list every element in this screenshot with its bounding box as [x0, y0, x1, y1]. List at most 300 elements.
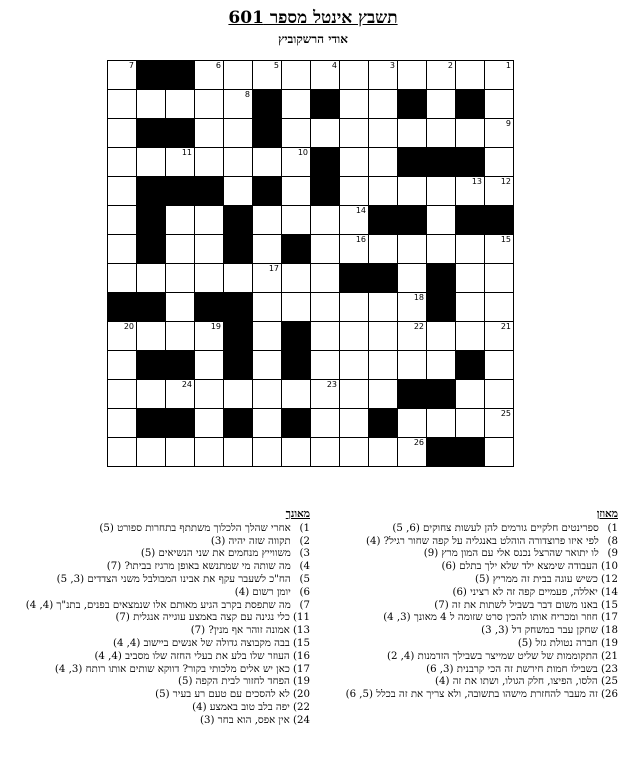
grid-cell[interactable] [195, 90, 224, 119]
grid-cell[interactable] [398, 438, 427, 467]
black-cell [282, 409, 311, 438]
grid-cell[interactable] [282, 148, 311, 177]
down-clue [4, 625, 310, 638]
black-cell [166, 119, 195, 148]
grid-cell[interactable] [253, 380, 282, 409]
grid-cell[interactable] [137, 90, 166, 119]
black-cell [369, 409, 398, 438]
grid-cell[interactable] [108, 380, 137, 409]
grid-row [108, 235, 514, 264]
grid-cell[interactable] [137, 322, 166, 351]
grid-cell[interactable] [282, 380, 311, 409]
grid-cell[interactable] [311, 438, 340, 467]
down-clue [4, 664, 310, 677]
cell-number: 1 [505, 61, 511, 70]
black-cell [224, 206, 253, 235]
grid-cell[interactable] [427, 177, 456, 206]
grid-cell[interactable] [166, 293, 195, 322]
black-cell [456, 148, 485, 177]
black-cell [137, 61, 166, 90]
clue-number: 10) [601, 561, 618, 573]
clue-number: 15) [293, 637, 310, 649]
grid-cell[interactable] [195, 409, 224, 438]
across-clue [320, 523, 618, 536]
across-heading: מאוזן [596, 508, 618, 520]
black-cell [282, 351, 311, 380]
cell-number: 19 [210, 322, 221, 331]
clue-number: 5) [299, 573, 310, 585]
grid-cell[interactable] [224, 438, 253, 467]
grid-cell[interactable] [108, 148, 137, 177]
grid-cell[interactable] [224, 148, 253, 177]
across-clue [320, 612, 618, 625]
grid-cell[interactable] [340, 206, 369, 235]
grid-row [108, 90, 514, 119]
down-clue [4, 638, 310, 651]
grid-cell[interactable] [485, 177, 514, 206]
across-clue [320, 651, 618, 664]
clue-number: 20) [293, 689, 310, 701]
clue-number: 21) [601, 650, 618, 662]
clue-number: 19) [293, 676, 310, 688]
grid-cell[interactable] [282, 90, 311, 119]
clue-number: 1) [607, 522, 618, 534]
grid-cell[interactable] [137, 438, 166, 467]
grid-cell[interactable] [108, 206, 137, 235]
clue-number: 16) [293, 650, 310, 662]
black-cell [456, 90, 485, 119]
grid-cell[interactable] [253, 409, 282, 438]
down-clue [4, 702, 310, 715]
grid-cell[interactable] [427, 90, 456, 119]
grid-cell[interactable] [485, 380, 514, 409]
black-cell [195, 293, 224, 322]
grid-cell[interactable] [108, 61, 137, 90]
black-cell [398, 90, 427, 119]
grid-cell[interactable] [398, 351, 427, 380]
grid-cell[interactable] [282, 206, 311, 235]
grid-cell[interactable] [282, 119, 311, 148]
black-cell [427, 293, 456, 322]
grid-cell[interactable] [398, 235, 427, 264]
black-cell [427, 380, 456, 409]
grid-cell[interactable] [485, 438, 514, 467]
black-cell [369, 206, 398, 235]
cell-number: 6 [215, 61, 221, 70]
grid-row [108, 351, 514, 380]
clue-text: בשבילו חמות חירשת זה הכי קרבנית (3, 6) [426, 663, 602, 675]
grid-row [108, 119, 514, 148]
grid-cell[interactable] [282, 438, 311, 467]
black-cell [166, 409, 195, 438]
clue-text: אחרי שהלך הלכלוך משתתף בתחרות ספורט (5) [99, 522, 294, 534]
grid-cell[interactable] [311, 322, 340, 351]
grid-cell[interactable] [398, 119, 427, 148]
grid-cell[interactable] [340, 409, 369, 438]
grid-cell[interactable] [108, 119, 137, 148]
black-cell [427, 438, 456, 467]
grid-cell[interactable] [456, 119, 485, 148]
clue-number: 25) [601, 676, 618, 688]
black-cell [224, 293, 253, 322]
clue-number: 2) [299, 535, 310, 547]
grid-cell[interactable] [485, 409, 514, 438]
grid-cell[interactable] [485, 293, 514, 322]
black-cell [282, 322, 311, 351]
grid-cell[interactable] [224, 264, 253, 293]
clue-text: אין אפס, הוא בחר (3) [200, 714, 294, 726]
cell-number: 25 [500, 409, 511, 418]
clue-text: שחקן עבר במשחק דל (3, 3) [481, 625, 602, 637]
black-cell [456, 351, 485, 380]
grid-cell[interactable] [195, 380, 224, 409]
black-cell [137, 293, 166, 322]
grid-cell[interactable] [369, 177, 398, 206]
black-cell [398, 148, 427, 177]
black-cell [166, 61, 195, 90]
grid-cell[interactable] [340, 438, 369, 467]
across-clue [320, 587, 618, 600]
clue-number: 6) [299, 586, 310, 598]
clue-number: 17) [601, 612, 618, 624]
grid-cell[interactable] [166, 235, 195, 264]
grid-cell[interactable] [224, 177, 253, 206]
grid-cell[interactable] [427, 206, 456, 235]
grid-cell[interactable] [485, 264, 514, 293]
grid-cell[interactable] [195, 206, 224, 235]
grid-cell[interactable] [340, 119, 369, 148]
clue-number: 9) [607, 548, 618, 560]
grid-cell[interactable] [224, 380, 253, 409]
puzzle-author: אודי הרשקוביץ [278, 32, 348, 46]
grid-cell[interactable] [456, 61, 485, 90]
across-clues [320, 508, 618, 702]
grid-cell[interactable] [108, 409, 137, 438]
grid-cell[interactable] [398, 409, 427, 438]
down-clue [4, 548, 310, 561]
clue-number: 4) [299, 561, 310, 573]
down-clue [4, 676, 310, 689]
grid-cell[interactable] [108, 177, 137, 206]
grid-cell[interactable] [398, 264, 427, 293]
grid-cell[interactable] [456, 293, 485, 322]
grid-cell[interactable] [195, 322, 224, 351]
black-cell [485, 206, 514, 235]
cell-number: 5 [273, 61, 279, 70]
grid-cell[interactable] [485, 148, 514, 177]
grid-cell[interactable] [340, 380, 369, 409]
grid-row [108, 293, 514, 322]
grid-cell[interactable] [427, 119, 456, 148]
grid-cell[interactable] [282, 264, 311, 293]
grid-cell[interactable] [137, 380, 166, 409]
across-clue [320, 676, 618, 689]
black-cell [108, 293, 137, 322]
cell-number: 8 [244, 90, 250, 99]
clue-text: מה שותה מי שמתנשא באופן מרגיז בביתו? (7) [106, 561, 294, 573]
grid-cell[interactable] [369, 293, 398, 322]
grid-cell[interactable] [166, 380, 195, 409]
grid-cell[interactable] [224, 119, 253, 148]
grid-cell[interactable] [398, 61, 427, 90]
grid-cell[interactable] [456, 322, 485, 351]
cell-number: 14 [355, 206, 366, 215]
cell-number: 9 [505, 119, 511, 128]
black-cell [456, 438, 485, 467]
grid-cell[interactable] [137, 264, 166, 293]
black-cell [311, 177, 340, 206]
black-cell [456, 206, 485, 235]
grid-cell[interactable] [369, 235, 398, 264]
grid-cell[interactable] [485, 119, 514, 148]
grid-cell[interactable] [369, 90, 398, 119]
clue-number: 17) [293, 663, 310, 675]
grid-cell[interactable] [485, 90, 514, 119]
grid-cell[interactable] [195, 148, 224, 177]
grid-cell[interactable] [253, 351, 282, 380]
black-cell [166, 177, 195, 206]
cell-number: 24 [181, 380, 192, 389]
grid-cell[interactable] [282, 177, 311, 206]
clue-number: 18) [601, 625, 618, 637]
grid-cell[interactable] [108, 351, 137, 380]
grid-cell[interactable] [427, 235, 456, 264]
grid-cell[interactable] [282, 61, 311, 90]
grid-cell[interactable] [369, 322, 398, 351]
grid-cell[interactable] [224, 61, 253, 90]
across-clue [320, 536, 618, 549]
cell-number: 4 [331, 61, 337, 70]
across-clue [320, 689, 618, 702]
grid-row [108, 380, 514, 409]
down-clue [4, 651, 310, 664]
grid-cell[interactable] [456, 177, 485, 206]
grid-cell[interactable] [456, 409, 485, 438]
black-cell [195, 177, 224, 206]
clue-text: תקווה שזה יהיה (3) [210, 535, 294, 547]
grid-cell[interactable] [311, 119, 340, 148]
clue-text: לא להסכים עם טעם רע בעיר (5) [155, 689, 294, 701]
grid-cell[interactable] [398, 322, 427, 351]
down-clue [4, 612, 310, 625]
clue-text: התקוממות של שליט שמייצר בשבילך הזדמנות (4, 2) [386, 650, 602, 662]
clue-text: כאן יש אלים מלכותי בקור? דווקא שותים אותו רותח (3, 4) [54, 663, 294, 675]
grid-cell[interactable] [253, 148, 282, 177]
black-cell [369, 264, 398, 293]
grid-cell[interactable] [485, 235, 514, 264]
grid-cell[interactable] [253, 293, 282, 322]
grid-cell[interactable] [369, 351, 398, 380]
clue-text: יפה בלב טוב באמצע (4) [192, 701, 294, 713]
clue-text: העבודה שימצא ילד שלא ילך בתלם (6) [441, 561, 602, 573]
down-clue [4, 715, 310, 728]
grid-cell[interactable] [427, 409, 456, 438]
black-cell [282, 235, 311, 264]
grid-cell[interactable] [166, 90, 195, 119]
grid-cell[interactable] [253, 61, 282, 90]
grid-cell[interactable] [456, 380, 485, 409]
grid-cell[interactable] [427, 322, 456, 351]
clue-text: יאללה, פעמיים קפה זה לא רציני (6) [452, 586, 602, 598]
down-clue [4, 536, 310, 549]
grid-cell[interactable] [108, 264, 137, 293]
clue-text: מה שתפסת בקרב הגיע מאותם אלו שנמצאים בפנים, בתנ"ך (4, 4) [25, 599, 294, 611]
clue-text: לפי איזו פרוצדורה הוהלט באנגליה על קפה שחור רגיל? (4) [365, 535, 602, 547]
down-clue [4, 561, 310, 574]
grid-cell[interactable] [195, 351, 224, 380]
cell-number: 17 [268, 264, 279, 273]
grid-cell[interactable] [485, 351, 514, 380]
grid-cell[interactable] [224, 90, 253, 119]
grid-cell[interactable] [166, 206, 195, 235]
down-clue [4, 523, 310, 536]
clue-number: 3) [299, 548, 310, 560]
grid-cell[interactable] [340, 148, 369, 177]
grid-cell[interactable] [485, 322, 514, 351]
grid-cell[interactable] [369, 438, 398, 467]
grid-cell[interactable] [369, 61, 398, 90]
clue-text: הח"כ לשעבר עקף את אבינו המבולבל משני הצדדים (3, 5) [56, 573, 294, 585]
cell-number: 18 [413, 293, 424, 302]
cell-number: 7 [128, 61, 134, 70]
grid-cell[interactable] [108, 90, 137, 119]
grid-cell[interactable] [311, 293, 340, 322]
grid-cell[interactable] [137, 148, 166, 177]
black-cell [137, 119, 166, 148]
across-clue [320, 664, 618, 677]
clue-text: חברה נטולת גזל (5) [517, 637, 602, 649]
grid-cell[interactable] [340, 351, 369, 380]
clue-number: 13) [293, 625, 310, 637]
grid-cell[interactable] [311, 206, 340, 235]
clue-text: כלי נגינה עם קצה באמצע עוגייה אנגלית (7) [115, 612, 294, 624]
grid-cell[interactable] [340, 177, 369, 206]
grid-cell[interactable] [311, 61, 340, 90]
black-cell [253, 90, 282, 119]
clue-text: אמונה זוהר אף מנין? (7) [190, 625, 294, 637]
clue-number: 22) [293, 701, 310, 713]
clue-text: הלסו, הפיצו, חלק הגולו, ושתו את זה (4) [435, 676, 602, 688]
black-cell [427, 148, 456, 177]
clue-number: 1) [299, 522, 310, 534]
grid-row [108, 322, 514, 351]
grid-cell[interactable] [427, 351, 456, 380]
clue-text: ספרינטים חלקיים גורמים להן לעשות צחוקים (6, 5) [392, 522, 602, 534]
grid-cell[interactable] [195, 438, 224, 467]
grid-cell[interactable] [253, 264, 282, 293]
grid-cell[interactable] [485, 61, 514, 90]
cell-number: 22 [413, 322, 424, 331]
grid-cell[interactable] [253, 438, 282, 467]
grid-cell[interactable] [311, 264, 340, 293]
grid-cell[interactable] [340, 322, 369, 351]
clue-number: 15) [601, 599, 618, 611]
across-clue [320, 548, 618, 561]
grid-cell[interactable] [108, 322, 137, 351]
grid-cell[interactable] [311, 409, 340, 438]
grid-cell[interactable] [340, 235, 369, 264]
across-clue [320, 574, 618, 587]
cell-number: 10 [297, 148, 308, 157]
black-cell [166, 351, 195, 380]
grid-cell[interactable] [398, 293, 427, 322]
black-cell [137, 235, 166, 264]
grid-cell[interactable] [456, 235, 485, 264]
clue-text: משווייץ מנחמים את שני הנשיאים (5) [140, 548, 294, 560]
grid-row [108, 61, 514, 90]
grid-cell[interactable] [166, 264, 195, 293]
clue-text: יומן רשום (4) [234, 586, 294, 598]
grid-cell[interactable] [108, 438, 137, 467]
black-cell [137, 409, 166, 438]
across-clue [320, 600, 618, 613]
clue-text: חוזר ומכריח אותו להכין סרט שזומה ל 4 מאונך (3, 4) [383, 612, 602, 624]
puzzle-title: תשבץ אינטל מספר 601 [228, 8, 398, 28]
grid-cell[interactable] [195, 61, 224, 90]
grid-cell[interactable] [253, 235, 282, 264]
grid-cell[interactable] [195, 119, 224, 148]
cell-number: 20 [123, 322, 134, 331]
grid-cell[interactable] [195, 235, 224, 264]
grid-cell[interactable] [253, 206, 282, 235]
grid-row [108, 438, 514, 467]
grid-cell[interactable] [427, 61, 456, 90]
clue-text: כשיש עוגה בבית זה ממריץ (5) [475, 573, 602, 585]
grid-cell[interactable] [311, 235, 340, 264]
down-clue [4, 587, 310, 600]
grid-cell[interactable] [166, 438, 195, 467]
grid-cell[interactable] [282, 293, 311, 322]
cell-number: 16 [355, 235, 366, 244]
grid-cell[interactable] [166, 322, 195, 351]
grid-cell[interactable] [369, 148, 398, 177]
grid-cell[interactable] [311, 380, 340, 409]
grid-cell[interactable] [311, 351, 340, 380]
black-cell [340, 264, 369, 293]
clue-text: לו יתואר שהרצל נכנס אלי עם המון מרץ (9) [423, 548, 602, 560]
cell-number: 13 [471, 177, 482, 186]
grid-cell[interactable] [166, 148, 195, 177]
grid-cell[interactable] [340, 90, 369, 119]
black-cell [137, 206, 166, 235]
clue-number: 7) [299, 599, 310, 611]
cell-number: 3 [389, 61, 395, 70]
grid-cell[interactable] [456, 264, 485, 293]
clue-text: העוזר שלו בלע את בעלי החזה שלו מסביב (4, 4) [94, 650, 294, 662]
grid-row [108, 206, 514, 235]
black-cell [311, 90, 340, 119]
grid-cell[interactable] [340, 293, 369, 322]
grid-cell[interactable] [369, 119, 398, 148]
grid-row [108, 264, 514, 293]
grid-cell[interactable] [398, 177, 427, 206]
grid-cell[interactable] [195, 264, 224, 293]
down-clues [4, 508, 310, 728]
down-clue-list [4, 523, 310, 728]
grid-cell[interactable] [108, 235, 137, 264]
across-clue-list [320, 523, 618, 702]
clue-number: 11) [293, 612, 310, 624]
grid-cell[interactable] [340, 61, 369, 90]
cell-number: 23 [326, 380, 337, 389]
cell-number: 21 [500, 322, 511, 331]
grid-cell[interactable] [253, 322, 282, 351]
grid-cell[interactable] [369, 380, 398, 409]
clue-number: 24) [293, 714, 310, 726]
cell-number: 2 [447, 61, 453, 70]
clue-text: זה מעבר להחזרת מישהו בתשובה, ולא צריך את זה בכלל (5, 6) [345, 689, 602, 701]
crossword-grid [107, 60, 514, 467]
